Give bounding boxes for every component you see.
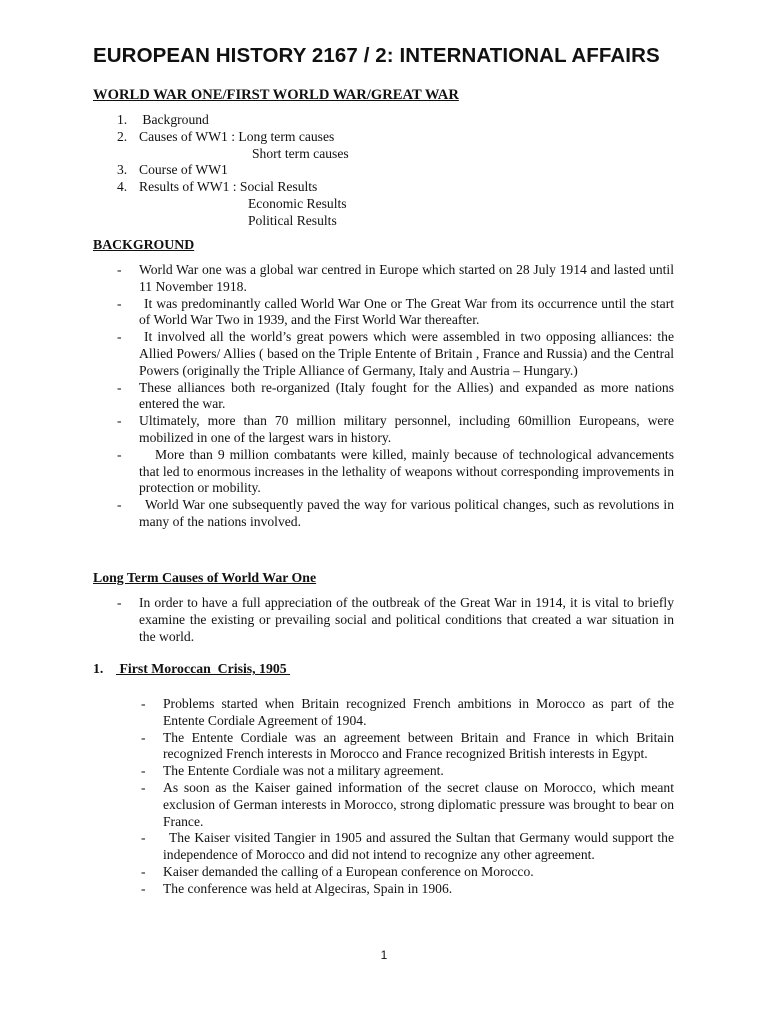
background-list — [117, 262, 674, 531]
long-term-causes-list — [117, 595, 674, 645]
bullet-text: These alliances both re-organized (Italy fought for the Allies) and expanded as more nations entered the war. — [139, 379, 674, 412]
long-term-causes-heading: Long Term Causes of World War One — [93, 570, 317, 585]
list-item — [117, 497, 674, 531]
toc-text: Economic Results — [248, 195, 347, 211]
bullet-dash: - — [117, 446, 122, 462]
bullet-dash: - — [117, 413, 122, 429]
list-item — [141, 763, 674, 780]
toc-item — [0, 162, 768, 179]
table-of-contents — [0, 112, 768, 230]
list-item — [117, 262, 674, 296]
list-item — [141, 864, 674, 881]
bullet-dash: - — [117, 262, 122, 277]
bullet-text: Ultimately, more than 70 million military personnel, including 60million Europeans, were mobilized in one of the largest wars in history. — [139, 413, 674, 445]
toc-item — [0, 146, 768, 163]
document-title: EUROPEAN HISTORY 2167 / 2: INTERNATIONAL AFFAIRS — [93, 44, 660, 67]
bullet-text: World War one subsequently paved the way for various political changes, such as revolutions in many of the nations involved. — [139, 497, 674, 529]
document-subtitle: WORLD WAR ONE/FIRST WORLD WAR/GREAT WAR — [93, 87, 459, 103]
toc-item — [0, 179, 768, 196]
bullet-dash: - — [141, 830, 146, 846]
bullet-text: Kaiser demanded the calling of a European conference on Morocco. — [163, 863, 534, 879]
toc-number: 2. — [117, 128, 128, 144]
list-item — [141, 696, 674, 730]
bullet-text: Problems started when Britain recognized French ambitions in Morocco as part of the Entente Cordiale Agreement of 1904. — [163, 696, 674, 728]
list-item — [117, 413, 674, 447]
list-item — [117, 380, 674, 414]
bullet-dash: - — [141, 779, 146, 795]
toc-text: Short term causes — [252, 145, 349, 161]
bullet-dash: - — [141, 729, 146, 745]
toc-text: Results of WW1 : Social Results — [139, 179, 318, 195]
list-item — [117, 329, 674, 379]
bullet-text: The Kaiser visited Tangier in 1905 and assured the Sultan that Germany would support the independence of Morocco and did not intend to recognize any other agreement. — [163, 830, 674, 863]
toc-item — [0, 129, 768, 146]
list-item — [117, 447, 674, 497]
list-item — [141, 780, 674, 830]
bullet-text: In order to have a full appreciation of the outbreak of the Great War in 1914, it is vital to briefly examine the existing or prevailing social and political conditions that created a war situation in the world. — [139, 595, 674, 644]
bullet-dash: - — [117, 595, 122, 610]
bullet-dash: - — [141, 863, 146, 879]
toc-text: Course of WW1 — [139, 162, 228, 178]
bullet-text: It was predominantly called World War One or The Great War from its occurrence until the start of World War Two in 1939, and the First World War thereafter. — [139, 295, 674, 328]
bullet-text: The Entente Cordiale was not a military agreement. — [163, 763, 444, 779]
toc-item — [0, 112, 768, 129]
bullet-text: More than 9 million combatants were killed, mainly because of technological advancements that led to enormous increases in the lethality of weapons without corresponding improvements in protection or mobility. — [139, 446, 674, 496]
list-item — [141, 830, 674, 864]
bullet-dash: - — [141, 763, 146, 779]
bullet-text: The conference was held at Algeciras, Spain in 1906. — [163, 880, 453, 896]
toc-text: Political Results — [248, 212, 337, 228]
toc-item — [0, 213, 768, 230]
bullet-text: The Entente Cordiale was an agreement between Britain and France in which Britain recognized French interests in Morocco and France recognized British interests in Egypt. — [163, 729, 674, 762]
section-title: First Moroccan Crisis, 1905 — [116, 661, 291, 676]
toc-number: 3. — [117, 162, 128, 178]
toc-text: Background — [139, 112, 209, 127]
toc-text: Causes of WW1 : Long term causes — [139, 128, 335, 144]
toc-number: 1. — [117, 112, 128, 127]
page-number: 1 — [380, 948, 388, 962]
list-item — [117, 595, 674, 645]
bullet-text: It involved all the world’s great powers which were assembled in two opposing alliances: the Allied Powers/ Allies ( based on the Triple Entente of Britain , France and Russia) and the Central Powers (originally the Triple Alliance of Germany, Italy and Austria – Hungary.) — [139, 329, 674, 378]
list-item — [141, 730, 674, 764]
section-number: 1. — [93, 661, 104, 676]
list-item — [117, 296, 674, 330]
background-heading: BACKGROUND — [93, 237, 195, 252]
bullet-dash: - — [117, 295, 122, 311]
toc-item — [0, 196, 768, 213]
bullet-dash: - — [117, 379, 122, 395]
bullet-dash: - — [117, 497, 122, 513]
toc-number: 4. — [117, 179, 128, 195]
moroccan-crisis-list — [141, 696, 674, 898]
bullet-text: As soon as the Kaiser gained information of the secret clause on Morocco, which meant exclusion of German interests in Morocco, strong diplomatic pressure was brought to bear on France. — [163, 779, 674, 829]
bullet-dash: - — [141, 696, 146, 711]
bullet-text: World War one was a global war centred in Europe which started on 28 July 1914 and lasted until 11 November 1918. — [139, 262, 674, 294]
list-item — [141, 881, 674, 898]
bullet-dash: - — [141, 880, 146, 896]
bullet-dash: - — [117, 329, 122, 345]
